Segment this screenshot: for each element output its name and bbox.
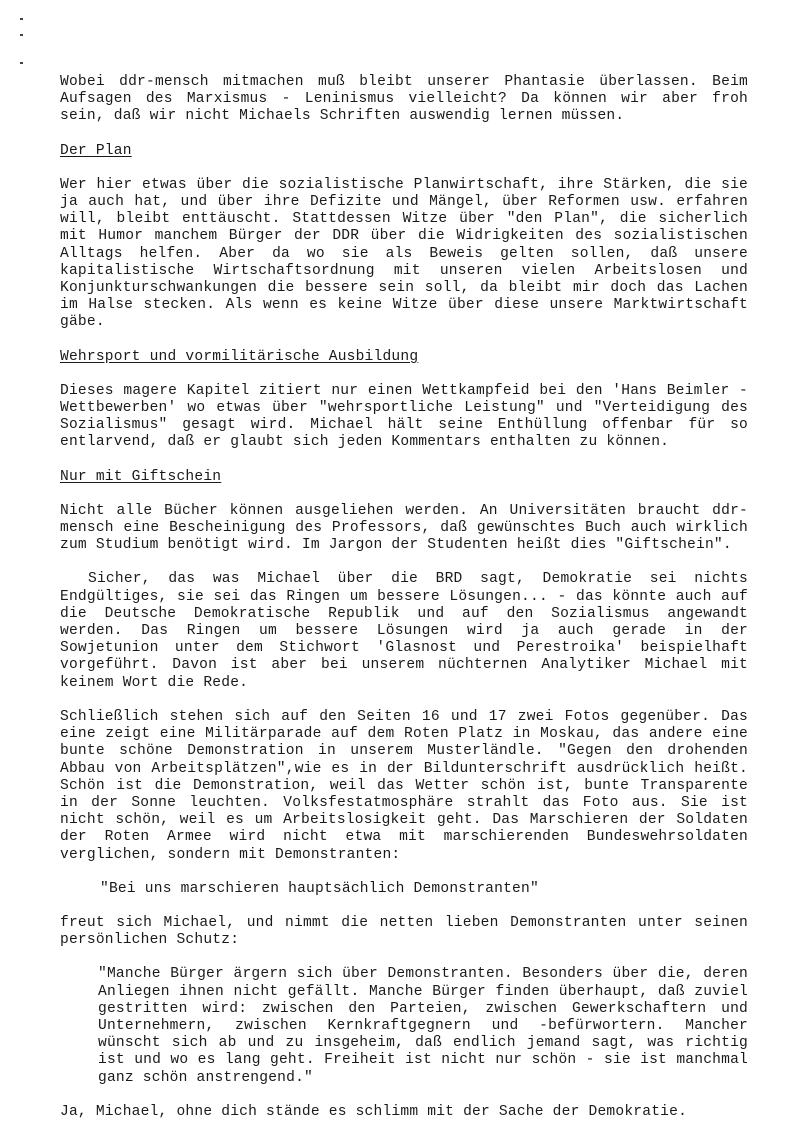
heading-wehrsport: Wehrsport und vormilitärische Ausbildung xyxy=(60,348,419,365)
heading-der-plan: Der Plan xyxy=(60,142,132,159)
paragraph-sicher: Sicher, das was Michael über die BRD sagt, Demokratie sei nichts Endgültiges, sie sei das Ringen um bessere Lösungen... - das könnte auch auf die Deutsche Demokratische Republik und auf den Sozialismus angewandt werden. Das Ringen um bessere Lösungen wird ja auch gerade in der Sowjetunion unter dem Stichwort 'Glasnost und Perestroika' beispielhaft vorgeführt. Davon ist aber bei unserem nüchternen Analytiker Michael mit keinem Wort die Rede. xyxy=(60,571,748,691)
paragraph-schliesslich: Schließlich stehen sich auf den Seiten 16 und 17 zwei Fotos gegenüber. Das eine zeigt eine Militärparade auf dem Roten Platz in Moskau, das andere eine bunte schöne Demonstration in unserem Musterländle. "Gegen den drohenden Abbau von Arbeitsplätzen",wie es in der Bildunterschrift ausdrücklich heißt. Schön ist die Demonstration, weil das Wetter schön ist, bunte Transparente in der Sonne leuchten. Volksfestatmosphäre strahlt das Foto aus. Sie ist nicht schön, weil es um Arbeitslosigkeit geht. Das Marschieren der Soldaten der Roten Armee wird nicht etwa mit marschierenden Bundeswehrsoldaten verglichen, sondern mit Demonstranten: xyxy=(60,708,748,863)
paragraph-final: Ja, Michael, ohne dich stände es schlimm mit der Sache der Demokratie. xyxy=(60,1103,688,1120)
paragraph-giftschein: Nicht alle Bücher können ausgeliehen werden. An Universitäten braucht ddr-mensch eine Bescheinigung des Professors, daß gewünschtes Buch auch wirklich zum Studium benötigt wird. Im Jargon der Studenten heißt dies "Giftschein". xyxy=(60,502,748,554)
quote-demonstranten: "Bei uns marschieren hauptsächlich Demonstranten" xyxy=(100,880,539,897)
paragraph-freut: freut sich Michael, und nimmt die netten lieben Demonstranten unter seinen persönlichen Schutz: xyxy=(60,914,748,949)
heading-giftschein: Nur mit Giftschein xyxy=(60,468,222,485)
paragraph-plan: Wer hier etwas über die sozialistische Planwirtschaft, ihre Stärken, die sie ja auch hat, und über ihre Defizite und Mängel, über Reformen usw. erfahren will, bleibt enttäuscht. Stattdessen Witze über "den Plan", die sicherlich mit Humor manchem Bürger der DDR über die Widrigkeiten des sozialistischen Alltags helfen. Aber da wo sie als Beweis gelten sollen, daß unsere kapitalistische Wirtschaftsordnung mit unseren vielen Arbeitslosen und Konjunkturschwankungen die bessere sein soll, da bleibt mir doch das Lachen im Halse stecken. Als wenn es keine Witze über diese unsere Marktwirtschaft gäbe. xyxy=(60,176,748,331)
document-body xyxy=(60,74,748,1121)
paragraph-wehrsport: Dieses magere Kapitel zitiert nur einen Wettkampfeid bei den 'Hans Beimler - Wettbewerben' wo etwas über "wehrsportliche Leistung" und "Verteidigung des Sozialismus" gesagt wird. Michael hält seine Enthüllung offenbar für so entlarvend, daß er glaubt sich jeden Kommentars enthalten zu können. xyxy=(60,382,748,451)
quote-buerger: "Manche Bürger ärgern sich über Demonstranten. Besonders über die, deren Anliegen ihnen nicht gefällt. Manche Bürger finden überhaupt, daß zuviel gestritten wird: zwischen den Parteien, zwischen Gewerkschaftern und Unternehmern, zwischen Kernkraftgegnern und -befürwortern. Mancher wünscht sich ab und zu insgeheim, daß endlich jemand sagt, was richtig ist und wo es lang geht. Freiheit ist nicht nur schön - sie ist manchmal ganz schön anstrengend." xyxy=(98,966,748,1086)
paragraph-intro: Wobei ddr-mensch mitmachen muß bleibt unserer Phantasie überlassen. Beim Aufsagen des Marxismus - Leninismus vielleicht? Da können wir aber froh sein, daß wir nicht Michaels Schriften auswendig lernen müssen. xyxy=(60,74,748,125)
